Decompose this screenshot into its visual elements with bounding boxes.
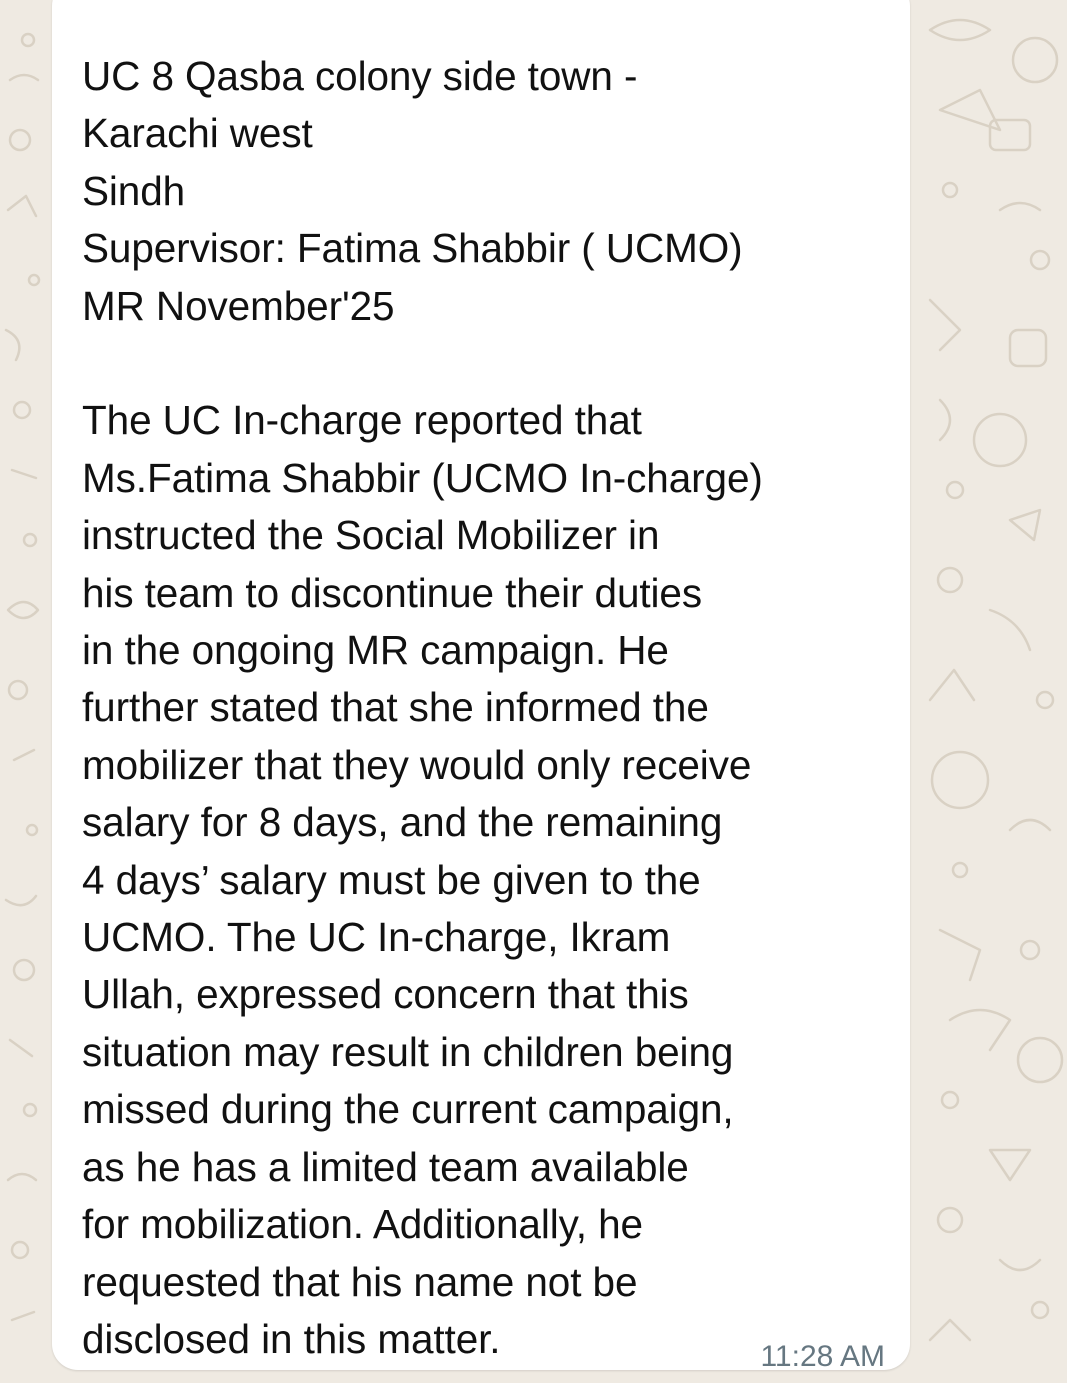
message-body-line: requested that his name not be bbox=[82, 1258, 638, 1305]
message-header-line: Supervisor: Fatima Shabbir ( UCMO) bbox=[82, 225, 743, 272]
message-text bbox=[82, 48, 897, 1368]
paragraph-gap bbox=[82, 335, 897, 392]
message-body-line: Ms.Fatima Shabbir (UCMO In-charge) bbox=[82, 454, 763, 501]
message-body-line: his team to discontinue their duties bbox=[82, 569, 702, 616]
message-body-line: salary for 8 days, and the remaining bbox=[82, 799, 723, 846]
message-body-line: in the ongoing MR campaign. He bbox=[82, 627, 669, 674]
message-header-line: Sindh bbox=[82, 167, 186, 214]
message-header-line: MR November'25 bbox=[82, 282, 395, 329]
message-header-line: Karachi west bbox=[82, 110, 313, 157]
message-body-line: 4 days’ salary must be given to the bbox=[82, 856, 701, 903]
message-body-line: mobilizer that they would only receive bbox=[82, 741, 752, 788]
message-body-line: situation may result in children being bbox=[82, 1028, 734, 1075]
message-body-line: further stated that she informed the bbox=[82, 684, 709, 731]
message-body-line: UCMO. The UC In-charge, Ikram bbox=[82, 914, 671, 961]
message-timestamp: 11:28 AM bbox=[760, 1340, 885, 1373]
message-body-line: missed during the current campaign, bbox=[82, 1086, 734, 1133]
message-body-line: The UC In-charge reported that bbox=[82, 397, 642, 444]
message-body-line: Ullah, expressed concern that this bbox=[82, 971, 689, 1018]
message-header-line: UC 8 Qasba colony side town - bbox=[82, 53, 638, 99]
message-body-line: for mobilization. Additionally, he bbox=[82, 1201, 643, 1248]
message-body-line: as he has a limited team available bbox=[82, 1143, 689, 1190]
message-body-line: disclosed in this matter. bbox=[82, 1315, 501, 1362]
message-body-line: instructed the Social Mobilizer in bbox=[82, 512, 660, 559]
